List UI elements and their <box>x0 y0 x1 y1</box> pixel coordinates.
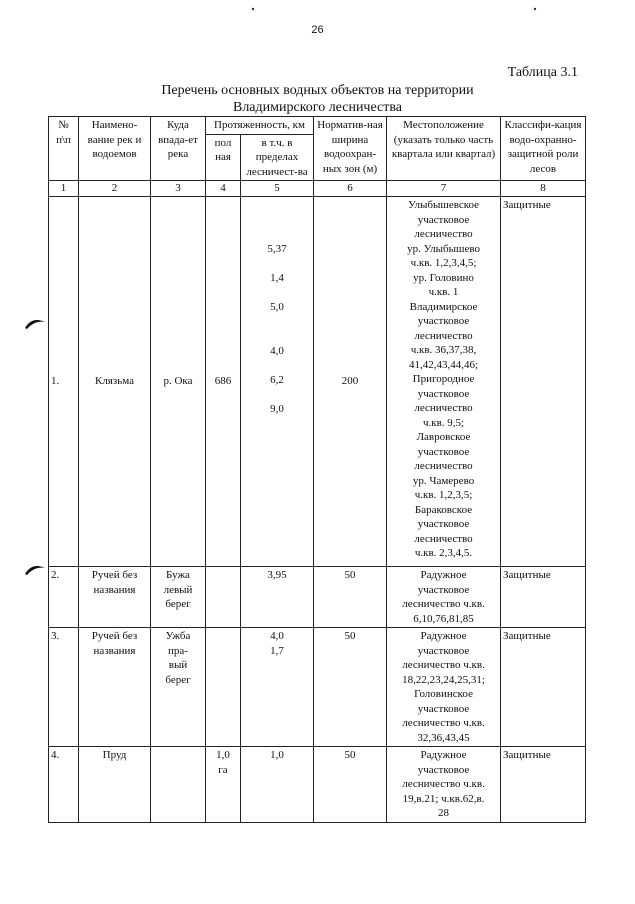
location-line: Пригородное <box>412 373 475 385</box>
name-line: Ручей без <box>91 630 138 642</box>
cell-length-total: 686 <box>206 197 241 567</box>
location-line: участковое <box>417 763 470 776</box>
name-line: названия <box>93 583 136 596</box>
cell-location <box>387 567 501 628</box>
cell-location <box>387 197 501 567</box>
location-line: лесничество <box>414 329 473 342</box>
punch-hole-mark <box>24 316 46 330</box>
location-line: Головинское <box>414 688 473 700</box>
location-line: ур. Чамерево <box>412 474 475 487</box>
length-value: 4,0 <box>270 630 284 642</box>
top-dot-mark <box>532 6 538 12</box>
header-buffer-width: Норматив-ная ширина водоохран-ных зон (м) <box>314 117 387 181</box>
cell-buffer-width: 50 <box>314 628 387 747</box>
length-value: 1,0 <box>270 749 284 761</box>
cell-name <box>79 567 151 628</box>
location-line: лесничество <box>414 228 473 240</box>
header-location: Местоположение (указать только часть квартала или квартал) <box>387 117 501 181</box>
location-line: 6,10,76,81,85 <box>413 612 474 625</box>
location-line: 32,36,43,45 <box>417 731 470 744</box>
cell-classification: Защитные <box>501 747 586 823</box>
location-line: участковое <box>417 213 470 226</box>
location-line: Лавровское <box>416 431 471 443</box>
location-line: Радужное <box>420 749 467 761</box>
length-value: 3,95 <box>267 569 287 581</box>
table-title-line-2: Владимирского лесничества <box>232 100 403 115</box>
location-line: ч.кв. 1,2,3,4,5; <box>410 257 477 269</box>
cell-location <box>387 747 501 823</box>
column-number-row <box>49 181 586 197</box>
flows-into-line: левый <box>163 583 193 596</box>
cell-num: 4. <box>49 747 79 823</box>
location-line: ч.кв. 9,5; <box>422 416 465 429</box>
page-number: 26 <box>311 24 324 36</box>
location-line: участковое <box>417 518 470 530</box>
cell-length-within <box>241 567 314 628</box>
cell-num: 1. <box>49 197 79 567</box>
header-name: Наимено-вание рек и водоемов <box>79 117 151 181</box>
location-line: лесничество ч.кв. <box>402 598 485 610</box>
header-flows-into: Куда впада-ет река <box>151 117 206 181</box>
water-objects-table <box>48 116 586 823</box>
length-value: 6,2 <box>270 374 284 386</box>
flows-into-line: берег <box>165 598 191 610</box>
length-total-line: 1,0 <box>216 749 230 761</box>
location-line: Бараковское <box>414 503 473 516</box>
table-header-row <box>49 117 586 135</box>
column-number: 1 <box>49 181 79 197</box>
cell-buffer-width: 200 <box>314 197 387 567</box>
location-line: лесничество ч.кв. <box>402 659 485 671</box>
flows-into-line: Ужба <box>165 630 191 642</box>
header-classification: Классифи-кация водо-охранно-защитной роли лесов <box>501 117 586 181</box>
length-value: 4,0 <box>270 345 284 357</box>
column-number: 3 <box>151 181 206 197</box>
location-line: лесничество <box>414 532 473 545</box>
cell-classification: Защитные <box>501 197 586 567</box>
location-line: лесничество ч.кв. <box>402 717 485 729</box>
header-length-total: пол ная <box>206 134 241 181</box>
location-line: ур. Улыбышево <box>407 242 480 255</box>
cell-num: 3. <box>49 628 79 747</box>
column-number: 6 <box>314 181 387 197</box>
length-value: 1,7 <box>270 644 284 657</box>
location-line: участковое <box>417 387 470 400</box>
column-number: 5 <box>241 181 314 197</box>
cell-buffer-width: 50 <box>314 747 387 823</box>
cell-name <box>79 747 151 823</box>
cell-buffer-width: 50 <box>314 567 387 628</box>
column-number: 7 <box>387 181 501 197</box>
header-length-group: Протяженность, км <box>206 117 314 135</box>
location-line: участковое <box>417 702 470 715</box>
location-line: участковое <box>417 315 470 327</box>
punch-hole-mark <box>24 562 46 576</box>
cell-length-total <box>206 747 241 823</box>
length-value: 9,0 <box>270 403 284 415</box>
table-row <box>49 747 586 823</box>
location-line: 41,42,43,44,46; <box>408 358 479 371</box>
cell-length-within <box>241 197 314 567</box>
cell-flows-into <box>151 628 206 747</box>
flows-into-line: Бужа <box>166 569 190 581</box>
cell-classification: Защитные <box>501 628 586 747</box>
table-title-line-1: Перечень основных водных объектов на территории <box>161 83 474 98</box>
cell-name: Клязьма <box>79 197 151 567</box>
location-line: 19,в.21; ч.кв.62,в. <box>402 792 485 805</box>
location-line: 18,22,23,24,25,31; <box>402 673 485 686</box>
location-line: лесничество <box>414 402 473 414</box>
location-line: Радужное <box>420 569 467 581</box>
name-line: Пруд <box>102 749 127 761</box>
location-line: участковое <box>417 644 470 657</box>
location-line: Владимирское <box>409 300 478 313</box>
flows-into-line: берег <box>165 673 191 686</box>
length-value: 5,0 <box>270 301 284 313</box>
flows-into-line: вый <box>168 659 188 671</box>
cell-classification: Защитные <box>501 567 586 628</box>
flows-into-line: пра- <box>168 644 188 657</box>
location-line: ч.кв. 1 <box>428 286 459 298</box>
cell-flows-into <box>151 567 206 628</box>
location-line: ч.кв. 2,3,4,5. <box>414 547 473 559</box>
table-caption: Таблица 3.1 <box>507 65 578 80</box>
location-line: ч.кв. 36,37,38, <box>410 344 477 356</box>
top-dot-mark <box>250 6 256 12</box>
name-line: Ручей без <box>91 569 138 581</box>
table-row <box>49 567 586 628</box>
table-row <box>49 628 586 747</box>
length-total-line: га <box>218 763 228 776</box>
location-line: участковое <box>417 583 470 596</box>
cell-length-total <box>206 567 241 628</box>
cell-location <box>387 628 501 747</box>
header-length-within: в т.ч. в пределах лесничест-ва <box>241 134 314 181</box>
table-row <box>49 197 586 567</box>
length-value: 1,4 <box>270 272 284 284</box>
cell-name <box>79 628 151 747</box>
location-line: ч.кв. 1,2,3,5; <box>414 489 473 501</box>
length-value: 5,37 <box>267 243 287 255</box>
header-num: № п\п <box>49 117 79 181</box>
location-line: участковое <box>417 445 470 458</box>
column-number: 2 <box>79 181 151 197</box>
table-title <box>0 82 635 116</box>
location-line: лесничество ч.кв. <box>402 778 485 790</box>
location-line: 28 <box>438 807 450 819</box>
cell-length-within <box>241 747 314 823</box>
cell-num: 2. <box>49 567 79 628</box>
location-line: лесничество <box>414 460 473 472</box>
column-number: 8 <box>501 181 586 197</box>
cell-length-within <box>241 628 314 747</box>
name-line: названия <box>93 644 136 657</box>
location-line: Улыбышевское <box>407 199 480 211</box>
column-number: 4 <box>206 181 241 197</box>
location-line: Радужное <box>420 630 467 642</box>
cell-length-total <box>206 628 241 747</box>
location-line: ур. Головино <box>413 271 474 284</box>
cell-flows-into: р. Ока <box>151 197 206 567</box>
cell-flows-into <box>151 747 206 823</box>
